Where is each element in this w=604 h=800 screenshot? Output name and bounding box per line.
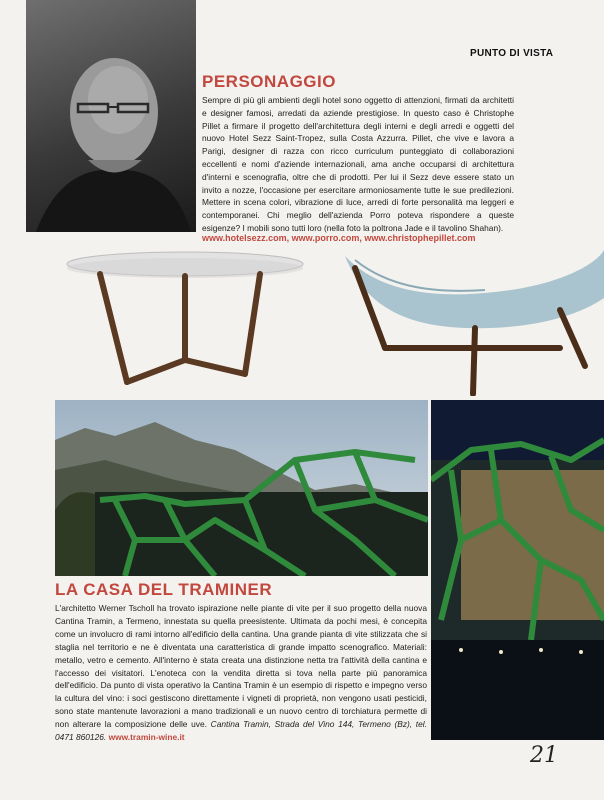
section-label: PUNTO DI VISTA (470, 48, 554, 59)
personaggio-body: Sempre di più gli ambienti degli hotel sono oggetto di attenzioni, firmati da architetti e designer famosi, arredati da aziende prestigiose. In questo caso è Christophe Pillet a firmare il progetto dell'architettura degli interni e degli arredi e oggetti del nuovo Hotel Sezz Saint-Tropez, sulla Costa Azzurra. Pillet, che vive e lavora a Parigi, designer di razza con ricco curriculum punteggiato di collaborazioni eccellenti e nomi d'aziende internazionali, ama anche occuparsi di architettura d'interni e scenografia, oltre che di prodotti. Per lui il Sezz deve essere stato un invito a nozze, l'occasione per esercitare armoniosamente tutte le sue predilezioni. Mettere in scena colori, vibrazione di luce, arredi di forte personalità ma leggeri e contemporanei. Chi meglio dell'azienda Porro poteva rispondere a queste esigenze? I mobili sono tutti loro (nella foto la poltrona Jade e il tavolino Shahan). (202, 95, 514, 233)
personaggio-heading: PERSONAGGIO (202, 72, 336, 91)
portrait-illustration (26, 0, 196, 232)
personaggio-links[interactable]: www.hotelsezz.com, www.porro.com, www.christophepillet.com (202, 233, 476, 243)
furniture-photo (55, 248, 604, 396)
cantina-night-illustration (431, 400, 604, 740)
cantina-heading: LA CASA DEL TRAMINER (55, 580, 273, 599)
page-number: 21 (530, 743, 558, 768)
cantina-photo-exterior (55, 400, 428, 576)
cantina-address: Cantina Tramin, Strada del Vino 144, Termeno (Bz), tel. 0471 860126. (55, 719, 427, 743)
cantina-link[interactable]: www.tramin-wine.it (108, 732, 185, 743)
cantina-body-text: L'architetto Werner Tscholl ha trovato ispirazione nelle piante di vite per il suo progetto della nuova Cantina Tramin, a Termeno, innestata su quella preesistente. Ultimata da pochi mesi, è concepita come un involucro di rami intorno all'edificio della cantina. Una grande pianta di vite stilizzata che si staglia nel territorio e ne è diventata una caratteristica di grande impatto scenografico. Materiali: metallo, vetro e cemento. All'interno è stata creata una distinzione netta tra l'attività della cantina e l'accesso dei visitatori. L'enoteca con la vendita diretta si tova nella parte più panoramica dell'edificio. Da punto di vista operativo la Cantina Tramin è un esempio di rispetto e impegno verso la cultura del vino: i soci gestiscono direttamente i vigneti di proprietà, non vengono usati pesticidi, sono state mantenute lavorazioni a mano tradizionali e un nuovo centro di torchiatura permette di non alterare la composizione delle uve. (55, 603, 427, 730)
cantina-photo-night (431, 400, 604, 740)
portrait-photo (26, 0, 196, 232)
cantina-body (55, 602, 427, 744)
cantina-exterior-illustration (55, 400, 428, 576)
furniture-illustration (55, 248, 604, 396)
